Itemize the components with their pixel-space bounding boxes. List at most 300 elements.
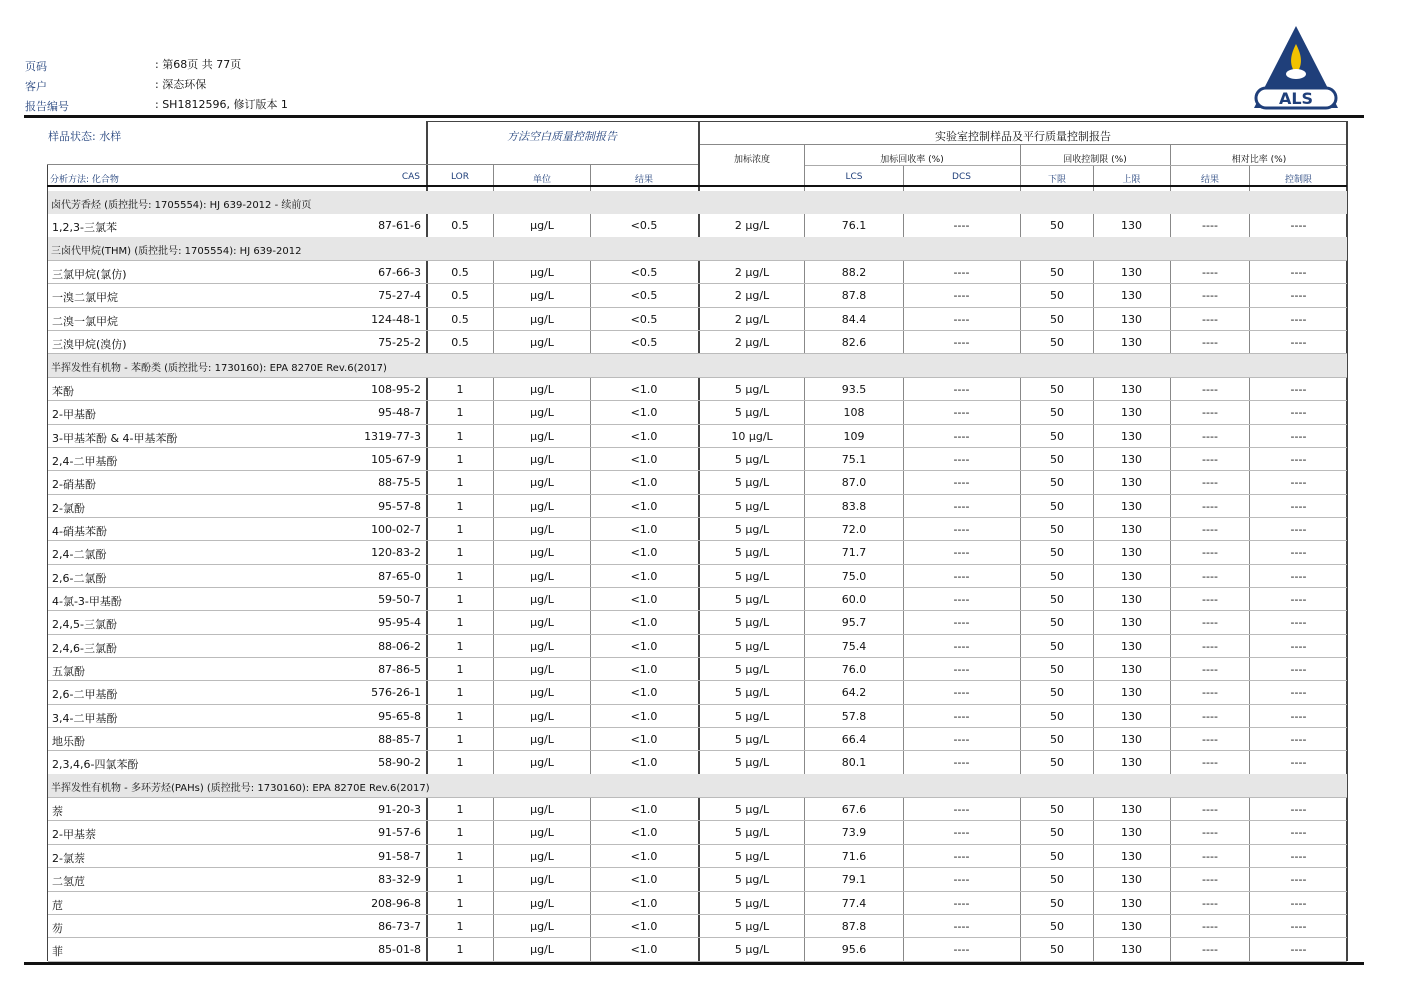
cas-number: 91-20-3	[378, 803, 421, 817]
blank-result: <1.0	[630, 803, 658, 817]
cas-number: 58-90-2	[378, 756, 421, 770]
unit-value: µg/L	[530, 522, 554, 536]
rpd-control-limit: ----	[1290, 289, 1307, 303]
unit-value: µg/L	[530, 452, 554, 466]
top-rule	[24, 115, 1364, 118]
spike-conc-header: 加标浓度	[733, 155, 770, 165]
spike-concentration: 10 µg/L	[731, 429, 773, 443]
upper-limit: 130	[1121, 686, 1142, 700]
lower-limit: 50	[1050, 312, 1064, 326]
spike-concentration: 5 µg/L	[734, 733, 770, 747]
spike-concentration: 5 µg/L	[734, 522, 770, 536]
method-compound-header: 分析方法: 化合物	[50, 175, 119, 185]
dcs-recovery: ----	[953, 289, 970, 303]
row-divider	[48, 634, 1347, 635]
rpd-result: ----	[1202, 639, 1218, 653]
unit-value: µg/L	[530, 663, 554, 676]
lower-limit: 50	[1050, 756, 1064, 770]
spike-concentration: 2 µg/L	[734, 289, 770, 303]
rpd-result-header: 结果	[1200, 175, 1219, 185]
upper-limit: 130	[1121, 522, 1142, 536]
spike-concentration: 5 µg/L	[734, 592, 770, 606]
dcs-recovery: ----	[953, 499, 970, 513]
blank-result: <1.0	[630, 616, 658, 630]
cas-number: 83-32-9	[378, 873, 421, 887]
blank-result: <0.5	[630, 336, 658, 350]
unit-value: µg/L	[530, 919, 554, 933]
row-divider	[48, 844, 1347, 845]
spike-concentration: 5 µg/L	[734, 943, 770, 957]
spike-concentration: 5 µg/L	[734, 476, 770, 490]
dcs-recovery: ----	[953, 429, 970, 443]
row-divider	[48, 424, 1347, 425]
rpd-control-limit: ----	[1290, 336, 1307, 350]
lower-limit: 50	[1050, 592, 1064, 606]
dcs-recovery: ----	[953, 592, 970, 606]
compound-name: 2,6-二氯酚	[52, 571, 107, 585]
unit-value: µg/L	[530, 849, 554, 863]
compound-name: 3-甲基苯酚 & 4-甲基苯酚	[52, 431, 178, 445]
lcs-recovery: 95.7	[841, 616, 867, 630]
lor-value: 1	[456, 499, 464, 513]
cas-number: 91-58-7	[378, 849, 421, 863]
lcs-recovery: 75.0	[841, 569, 867, 583]
lor-value: 0.5	[451, 219, 469, 233]
lcs-recovery: 79.1	[841, 873, 867, 887]
row-divider	[48, 750, 1347, 751]
spike-concentration: 2 µg/L	[734, 312, 770, 326]
spike-concentration: 2 µg/L	[734, 336, 770, 350]
rpd-result: ----	[1202, 592, 1218, 606]
dcs-recovery: ----	[953, 709, 970, 723]
dcs-recovery: ----	[953, 826, 970, 840]
rpd-result: ----	[1202, 896, 1218, 910]
row-divider	[47, 185, 1347, 187]
unit-value: µg/L	[530, 943, 554, 957]
row-divider	[48, 470, 1347, 471]
rpd-control-limit: ----	[1290, 919, 1307, 933]
blank-result: <1.0	[630, 709, 658, 723]
rpd-control-limit: ----	[1290, 499, 1307, 513]
rpd-result: ----	[1202, 382, 1218, 396]
dcs-recovery: ----	[953, 756, 970, 770]
lcs-recovery: 80.1	[841, 756, 867, 770]
lower-limit: 50	[1050, 709, 1064, 723]
lower-limit: 50	[1050, 896, 1064, 910]
rpd-result: ----	[1202, 336, 1218, 350]
spike-concentration: 5 µg/L	[734, 849, 770, 863]
compound-name: 1,2,3-三氯苯	[52, 221, 117, 235]
cas-number: 88-06-2	[378, 639, 421, 653]
lor-value: 1	[456, 849, 464, 863]
dcs-recovery: ----	[953, 873, 970, 887]
lor-value: 0.5	[451, 312, 469, 326]
dcs-recovery: ----	[953, 452, 970, 466]
lcs-recovery: 87.0	[841, 476, 867, 490]
group-header-row	[48, 774, 1347, 797]
lor-value: 1	[456, 709, 464, 723]
cas-number: 576-26-1	[371, 686, 421, 700]
blank-result: <1.0	[630, 896, 658, 910]
dcs-recovery: ----	[953, 382, 970, 396]
spike-concentration: 5 µg/L	[734, 569, 770, 583]
page-value: : 第68页 共 77页	[155, 58, 242, 71]
group-title: 半挥发性有机物 - 多环芳烃(PAHs) (质控批号: 1730160): EPA 8270E Rev.6(2017)	[51, 783, 430, 795]
lcs-recovery: 71.6	[841, 849, 867, 863]
unit-value: µg/L	[530, 803, 554, 817]
lor-value: 0.5	[451, 289, 469, 303]
dcs-recovery: ----	[953, 639, 970, 653]
cas-number: 108-95-2	[371, 382, 421, 396]
blank-result: <1.0	[630, 639, 658, 653]
blank-result: <0.5	[630, 312, 658, 326]
lor-value: 1	[456, 476, 464, 490]
lcs-recovery: 71.7	[841, 546, 867, 560]
lor-value: 1	[456, 546, 464, 560]
upper-limit: 130	[1121, 919, 1142, 933]
lower-limit: 50	[1050, 686, 1064, 700]
upper-header: 上限	[1122, 175, 1141, 185]
lcs-recovery: 67.6	[841, 803, 867, 817]
rpd-control-limit: ----	[1290, 382, 1307, 396]
lor-value: 0.5	[451, 266, 469, 280]
lor-value: 1	[456, 826, 464, 840]
cas-number: 86-73-7	[378, 919, 421, 933]
cas-number: 95-57-8	[378, 499, 421, 513]
row-divider	[48, 377, 1347, 378]
sample-state: 样品状态: 水样	[48, 130, 122, 143]
blank-result: <0.5	[630, 266, 658, 280]
spike-concentration: 5 µg/L	[734, 709, 770, 723]
rpd-result: ----	[1202, 522, 1218, 536]
spike-recovery-header: 加标回收率 (%)	[880, 155, 944, 165]
dcs-recovery: ----	[953, 569, 970, 583]
lcs-recovery: 76.0	[841, 663, 867, 676]
lcs-recovery: 76.1	[841, 219, 867, 233]
lcs-recovery: 64.2	[841, 686, 867, 700]
lor-value: 0.5	[451, 336, 469, 350]
lor-value: 1	[456, 663, 464, 676]
spike-concentration: 5 µg/L	[734, 896, 770, 910]
lor-value: 1	[456, 803, 464, 817]
compound-name: 苊	[52, 898, 63, 912]
compound-name: 4-硝基苯酚	[52, 524, 107, 538]
cas-number: 1319-77-3	[364, 429, 421, 443]
upper-limit: 130	[1121, 546, 1142, 560]
unit-value: µg/L	[530, 733, 554, 747]
cas-number: 87-65-0	[378, 569, 421, 583]
spike-concentration: 5 µg/L	[734, 499, 770, 513]
blank-result: <1.0	[630, 406, 658, 420]
cas-number: 208-96-8	[371, 896, 421, 910]
cas-number: 100-02-7	[371, 522, 421, 536]
cas-number: 105-67-9	[371, 452, 421, 466]
compound-name: 三溴甲烷(溴仿)	[52, 338, 127, 352]
unit-value: µg/L	[530, 756, 554, 770]
client-label: 客户	[25, 80, 47, 93]
blank-result: <1.0	[630, 499, 658, 513]
upper-limit: 130	[1121, 592, 1142, 606]
row-divider	[48, 867, 1347, 868]
blank-result: <1.0	[630, 756, 658, 770]
compound-name: 4-氯-3-甲基酚	[52, 594, 122, 608]
rpd-result: ----	[1202, 943, 1218, 957]
dcs-recovery: ----	[953, 336, 970, 350]
spike-concentration: 5 µg/L	[734, 406, 770, 420]
cas-number: 95-65-8	[378, 709, 421, 723]
compound-name: 2-甲基萘	[52, 828, 96, 842]
unit-value: µg/L	[530, 546, 554, 560]
row-divider	[427, 164, 698, 165]
lower-limit: 50	[1050, 733, 1064, 747]
upper-limit: 130	[1121, 849, 1142, 863]
unit-value: µg/L	[530, 709, 554, 723]
rpd-result: ----	[1202, 803, 1218, 817]
blank-result: <1.0	[630, 546, 658, 560]
row-divider	[427, 121, 1347, 122]
rpd-result: ----	[1202, 429, 1218, 443]
rpd-control-limit: ----	[1290, 943, 1307, 957]
cas-number: 75-27-4	[378, 289, 421, 303]
group-title: 半挥发性有机物 - 苯酚类 (质控批号: 1730160): EPA 8270E Rev.6(2017)	[51, 362, 387, 374]
client-value: : 深态环保	[155, 78, 207, 91]
lcs-recovery: 108	[843, 406, 865, 420]
dcs-recovery: ----	[953, 943, 970, 957]
lor-value: 1	[456, 896, 464, 910]
lcs-recovery: 72.0	[841, 522, 867, 536]
rpd-control-limit: ----	[1290, 639, 1307, 653]
rpd-control-limit: ----	[1290, 756, 1307, 770]
blank-result: <1.0	[630, 452, 658, 466]
rpd-control-limit: ----	[1290, 663, 1307, 676]
lower-limit: 50	[1050, 522, 1064, 536]
row-divider	[48, 540, 1347, 541]
blank-result: <1.0	[630, 569, 658, 583]
spike-concentration: 5 µg/L	[734, 639, 770, 653]
blank-result: <0.5	[630, 219, 658, 233]
bottom-rule	[24, 962, 1364, 965]
rpd-result: ----	[1202, 452, 1218, 466]
upper-limit: 130	[1121, 429, 1142, 443]
row-divider	[48, 657, 1347, 658]
lor-value: 1	[456, 943, 464, 957]
unit-value: µg/L	[530, 289, 554, 303]
lcs-recovery: 83.8	[841, 499, 867, 513]
blank-result: <1.0	[630, 943, 658, 957]
lcs-recovery: 93.5	[841, 382, 867, 396]
row-divider	[48, 914, 1347, 915]
row-divider	[48, 610, 1347, 611]
blank-result: <0.5	[630, 289, 658, 303]
compound-name: 2,4-二氯酚	[52, 548, 107, 562]
compound-name: 二氢苊	[52, 875, 85, 889]
rpd-control-limit: ----	[1290, 709, 1307, 723]
lor-value: 1	[456, 429, 464, 443]
rpd-result: ----	[1202, 873, 1218, 887]
lor-value: 1	[456, 452, 464, 466]
cas-number: 67-66-3	[378, 266, 421, 280]
logo-text: ALS	[1278, 89, 1314, 108]
unit-value: µg/L	[530, 686, 554, 700]
rpd-result: ----	[1202, 709, 1218, 723]
unit-value: µg/L	[530, 616, 554, 630]
upper-limit: 130	[1121, 452, 1142, 466]
spike-concentration: 5 µg/L	[734, 919, 770, 933]
cas-number: 91-57-6	[378, 826, 421, 840]
row-divider	[48, 400, 1347, 401]
lcs-recovery: 66.4	[841, 733, 867, 747]
upper-limit: 130	[1121, 219, 1142, 233]
cas-header: CAS	[401, 172, 420, 182]
blank-result: <1.0	[630, 522, 658, 536]
spike-concentration: 5 µg/L	[734, 686, 770, 700]
lcs-recovery: 75.4	[841, 639, 867, 653]
unit-header: 单位	[532, 175, 551, 185]
row-divider	[48, 517, 1347, 518]
compound-name: 2,6-二甲基酚	[52, 688, 118, 702]
row-divider	[48, 260, 1347, 261]
group-header-row	[48, 354, 1347, 377]
rpd-control-limit: ----	[1290, 826, 1307, 840]
lcs-recovery: 82.6	[841, 336, 867, 350]
row-divider	[48, 820, 1347, 821]
unit-value: µg/L	[530, 476, 554, 490]
upper-limit: 130	[1121, 476, 1142, 490]
row-divider	[48, 680, 1347, 681]
dcs-recovery: ----	[953, 733, 970, 747]
row-divider	[48, 891, 1347, 892]
rpd-result: ----	[1202, 289, 1218, 303]
compound-name: 五氯酚	[52, 665, 85, 678]
row-divider	[48, 330, 1347, 331]
lor-value: 1	[456, 686, 464, 700]
cas-number: 95-95-4	[378, 616, 421, 630]
lcs-recovery: 109	[843, 429, 865, 443]
spike-concentration: 5 µg/L	[734, 873, 770, 887]
lower-limit: 50	[1050, 219, 1064, 233]
dcs-recovery: ----	[953, 219, 970, 233]
lower-limit: 50	[1050, 429, 1064, 443]
unit-value: µg/L	[530, 336, 554, 350]
rpd-result: ----	[1202, 499, 1218, 513]
blank-result: <1.0	[630, 919, 658, 933]
dcs-recovery: ----	[953, 849, 970, 863]
upper-limit: 130	[1121, 803, 1142, 817]
dcs-header: DCS	[952, 172, 971, 182]
rpd-result: ----	[1202, 312, 1218, 326]
lor-value: 1	[456, 382, 464, 396]
row-divider	[48, 447, 1347, 448]
lower-limit: 50	[1050, 943, 1064, 957]
rpd-control-limit: ----	[1290, 569, 1307, 583]
lor-value: 1	[456, 756, 464, 770]
cas-number: 59-50-7	[378, 592, 421, 606]
page-label: 页码	[25, 60, 47, 73]
rpd-control-limit: ----	[1290, 733, 1307, 747]
rpd-control-limit: ----	[1290, 849, 1307, 863]
lor-value: 1	[456, 919, 464, 933]
unit-value: µg/L	[530, 312, 554, 326]
dcs-recovery: ----	[953, 522, 970, 536]
lower-limit: 50	[1050, 289, 1064, 303]
lcs-recovery: 88.2	[841, 266, 867, 280]
lower-limit: 50	[1050, 452, 1064, 466]
dcs-recovery: ----	[953, 546, 970, 560]
upper-limit: 130	[1121, 406, 1142, 420]
row-divider	[48, 704, 1347, 705]
lcs-recovery: 87.8	[841, 919, 867, 933]
als-logo	[1252, 24, 1340, 110]
dcs-recovery: ----	[953, 663, 970, 676]
dcs-recovery: ----	[953, 919, 970, 933]
lcs-recovery: 87.8	[841, 289, 867, 303]
lower-limit: 50	[1050, 569, 1064, 583]
unit-value: µg/L	[530, 406, 554, 420]
rpd-control-limit: ----	[1290, 429, 1307, 443]
lcs-recovery: 73.9	[841, 826, 867, 840]
lower-limit: 50	[1050, 616, 1064, 630]
cas-number: 85-01-8	[378, 943, 421, 957]
rpd-result: ----	[1202, 569, 1218, 583]
spike-concentration: 5 µg/L	[734, 452, 770, 466]
compound-name: 2-硝基酚	[52, 478, 96, 492]
unit-value: µg/L	[530, 499, 554, 513]
rpd-control-limit: ----	[1290, 476, 1307, 490]
rpd-result: ----	[1202, 663, 1218, 676]
unit-value: µg/L	[530, 382, 554, 396]
rpd-header: 相对比率 (%)	[1231, 155, 1287, 165]
lcs-recovery: 57.8	[841, 709, 867, 723]
upper-limit: 130	[1121, 569, 1142, 583]
compound-name: 2,4,5-三氯酚	[52, 618, 117, 632]
lcs-recovery: 95.6	[841, 943, 867, 957]
compound-name: 3,4-二甲基酚	[52, 711, 118, 725]
lower-limit: 50	[1050, 826, 1064, 840]
unit-value: µg/L	[530, 219, 554, 233]
compound-name: 2-氯酚	[52, 501, 85, 515]
group-title: 卤代芳香烃 (质控批号: 1705554): HJ 639-2012 - 续前页	[51, 199, 312, 211]
dcs-recovery: ----	[953, 686, 970, 700]
row-divider	[47, 164, 427, 165]
group-header-row	[48, 237, 1347, 260]
compound-name: 2-氯萘	[52, 851, 85, 865]
cas-number: 75-25-2	[378, 336, 421, 350]
blank-result: <1.0	[630, 663, 658, 676]
lor-value: 1	[456, 569, 464, 583]
compound-name: 一溴二氯甲烷	[52, 291, 118, 305]
lower-limit: 50	[1050, 546, 1064, 560]
lcs-recovery: 77.4	[841, 896, 867, 910]
dcs-recovery: ----	[953, 803, 970, 817]
lower-header: 下限	[1047, 175, 1066, 185]
rpd-result: ----	[1202, 686, 1218, 700]
compound-name: 2,4-二甲基酚	[52, 454, 118, 468]
rpd-control-limit: ----	[1290, 592, 1307, 606]
spike-concentration: 2 µg/L	[734, 219, 770, 233]
lor-header: LOR	[450, 172, 470, 182]
blank-result: <1.0	[630, 873, 658, 887]
upper-limit: 130	[1121, 896, 1142, 910]
dcs-recovery: ----	[953, 312, 970, 326]
compound-name: 地乐酚	[52, 735, 85, 749]
lower-limit: 50	[1050, 266, 1064, 280]
rpd-control-limit: ----	[1290, 896, 1307, 910]
rpd-control-limit: ----	[1290, 686, 1307, 700]
rpd-result: ----	[1202, 616, 1218, 630]
cas-number: 87-61-6	[378, 219, 421, 233]
cas-number: 88-85-7	[378, 733, 421, 747]
compound-name: 苯酚	[52, 384, 74, 398]
